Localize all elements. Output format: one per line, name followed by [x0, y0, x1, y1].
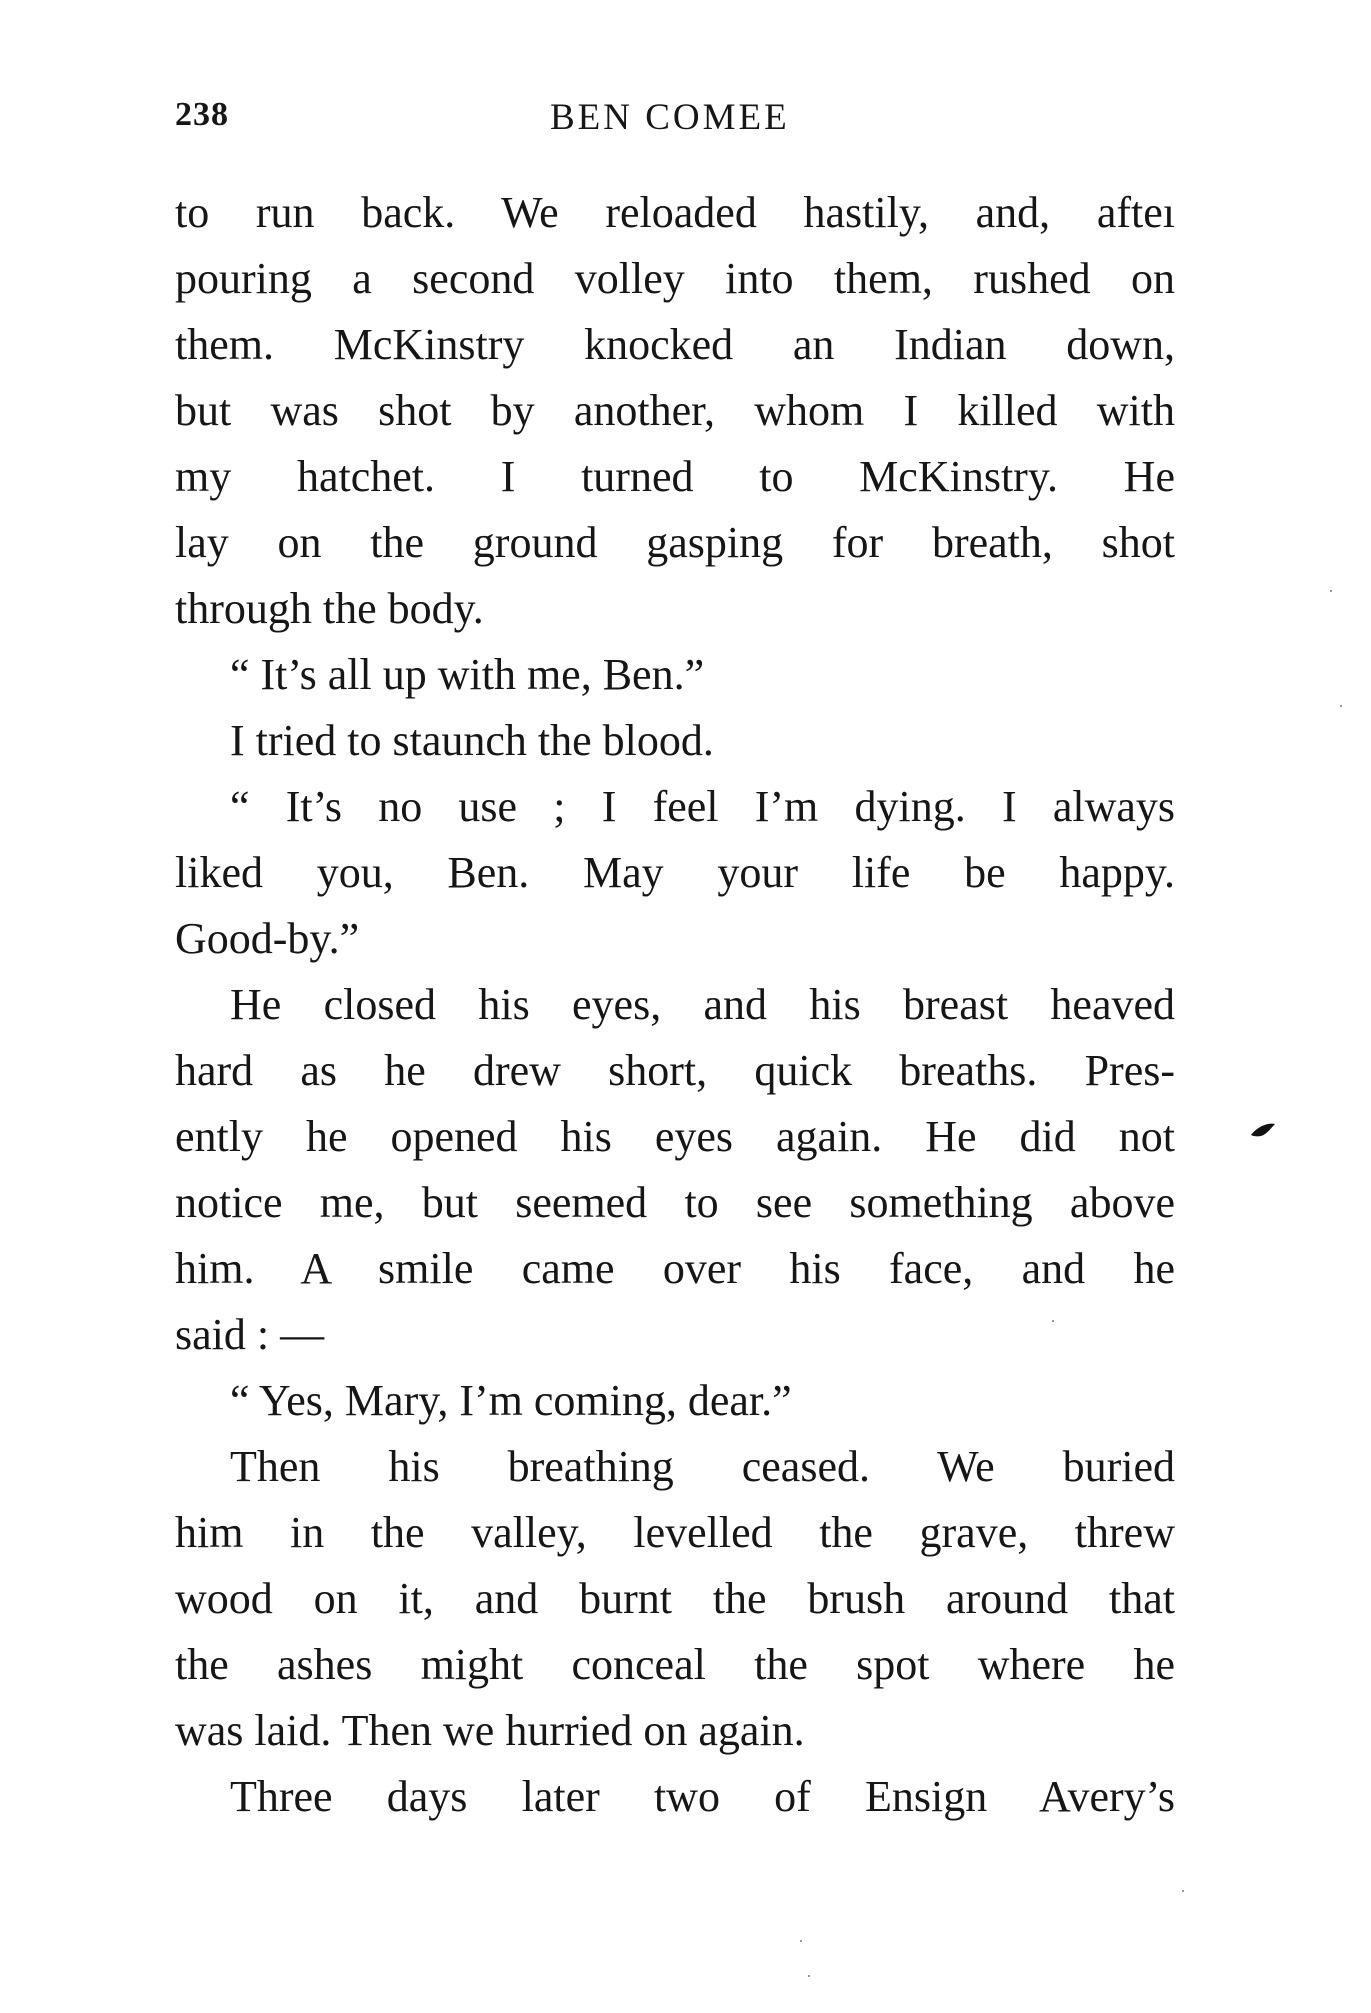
text-line: notice me, but seemed to see something above — [175, 1178, 1175, 1227]
text-line: Good-by.” — [175, 914, 360, 963]
paper-speck — [1182, 1890, 1184, 1892]
body-text — [175, 180, 1175, 1830]
text-line: him. A smile came over his face, and he — [175, 1244, 1175, 1293]
page-header — [175, 96, 1175, 146]
text-line: “ It’s no use ; I feel I’m dying. I always — [230, 782, 1175, 831]
paper-speck — [1052, 1320, 1054, 1322]
paper-speck — [1340, 705, 1342, 707]
text-line: my hatchet. I turned to McKinstry. He — [175, 452, 1175, 501]
running-head: BEN COMEE — [550, 97, 790, 138]
paper-speck — [800, 1940, 802, 1942]
text-line: pouring a second volley into them, rushed on — [175, 254, 1175, 303]
ink-blot-mark — [1250, 1122, 1276, 1138]
text-line: was laid. Then we hurried on again. — [175, 1706, 805, 1755]
text-line: liked you, Ben. May your life be happy. — [175, 848, 1175, 897]
paper-speck — [1330, 590, 1332, 592]
text-line: said : — — [175, 1310, 325, 1359]
text-line: “ Yes, Mary, I’m coming, dear.” — [230, 1376, 792, 1425]
text-line: him in the valley, levelled the grave, threw — [175, 1508, 1175, 1557]
text-line: Three days later two of Ensign Avery’s — [230, 1772, 1175, 1821]
text-line: the ashes might conceal the spot where he — [175, 1640, 1175, 1689]
text-line: to run back. We reloaded hastily, and, afteı — [175, 188, 1175, 237]
text-line: “ It’s all up with me, Ben.” — [230, 650, 705, 699]
text-line: I tried to staunch the blood. — [230, 716, 714, 765]
text-line: lay on the ground gasping for breath, shot — [175, 518, 1175, 567]
text-line: but was shot by another, whom I killed with — [175, 386, 1175, 435]
paper-speck — [808, 1975, 810, 1977]
text-line: Then his breathing ceased. We buried — [230, 1442, 1175, 1491]
text-line: them. McKinstry knocked an Indian down, — [175, 320, 1175, 369]
text-line: ently he opened his eyes again. He did not — [175, 1112, 1175, 1161]
page-number: 238 — [175, 96, 229, 133]
text-line: He closed his eyes, and his breast heaved — [230, 980, 1175, 1029]
text-line: hard as he drew short, quick breaths. Pres- — [175, 1046, 1175, 1095]
text-line: wood on it, and burnt the brush around that — [175, 1574, 1175, 1623]
text-line: through the body. — [175, 584, 484, 633]
